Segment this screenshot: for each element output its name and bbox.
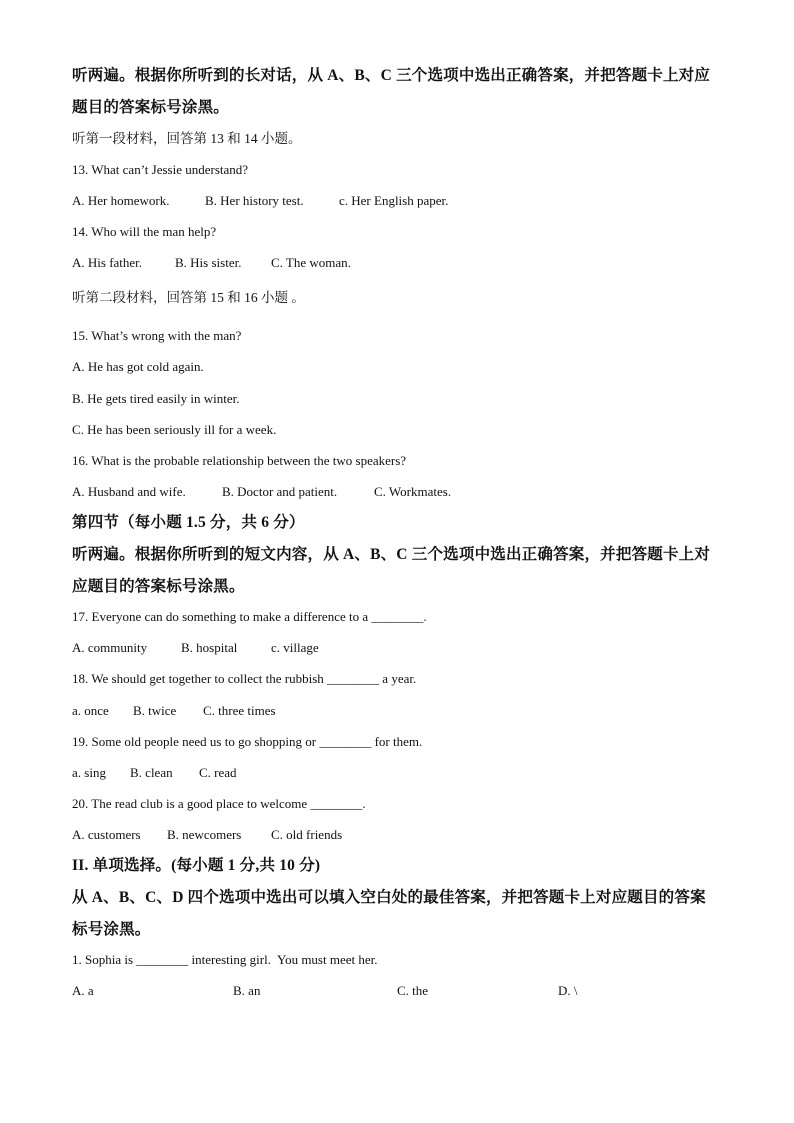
question-1-option-c: C. the	[397, 983, 429, 998]
question-1-stem: 1. Sophia is ________ interesting girl. You must meet her.	[72, 952, 378, 967]
question-15-option-b: B. He gets tired easily in winter.	[72, 391, 240, 406]
question-14-stem: 14. Who will the man help?	[72, 224, 217, 239]
part2-instruction-line1: 从 A、B、C、D 四个选项中选出可以填入空白处的最佳答案，并把答题卡上对应题目的答案	[72, 889, 706, 906]
question-14-option-b: B. His sister.	[175, 255, 242, 270]
passage2-note: 听第二段材料，回答第 15 和 16 小题 。	[72, 290, 305, 305]
question-13-option-c: c. Her English paper.	[339, 193, 449, 208]
question-18-option-a: a. once	[72, 703, 109, 718]
question-19-option-b: B. clean	[130, 765, 173, 780]
section4-instruction-line2: 应题目的答案标号涂黑。	[72, 578, 245, 595]
section3-instruction-line1: 听两遍。根据你所听到的长对话，从 A、B、C 三个选项中选出正确答案，并把答题卡上对应	[72, 67, 711, 84]
question-20-option-a: A. customers	[72, 827, 141, 842]
question-1-option-d: D. \	[558, 983, 578, 998]
question-16-option-c: C. Workmates.	[374, 484, 452, 499]
question-14-option-a: A. His father.	[72, 255, 143, 270]
question-15-stem: 15. What’s wrong with the man?	[72, 328, 242, 343]
question-17-option-b: B. hospital	[181, 640, 238, 655]
question-17-option-a: A. community	[72, 640, 148, 655]
question-13-stem: 13. What can’t Jessie understand?	[72, 162, 249, 177]
question-14-option-c: C. The woman.	[271, 255, 351, 270]
question-18-option-c: C. three times	[203, 703, 276, 718]
question-20-option-c: C. old friends	[271, 827, 343, 842]
question-19-option-a: a. sing	[72, 765, 106, 780]
part2-instruction-line2: 标号涂黑。	[72, 921, 151, 938]
question-19-stem: 19. Some old people need us to go shopping or ________ for them.	[72, 734, 423, 749]
question-18-stem: 18. We should get together to collect the rubbish ________ a year.	[72, 671, 417, 686]
question-13-option-b: B. Her history test.	[205, 193, 304, 208]
passage1-note: 听第一段材料，回答第 13 和 14 小题。	[72, 131, 302, 146]
question-18-option-b: B. twice	[133, 703, 177, 718]
part2-title: II. 单项选择。(每小题 1 分,共 10 分)	[72, 857, 321, 874]
question-13-option-a: A. Her homework.	[72, 193, 170, 208]
question-19-option-c: C. read	[199, 765, 237, 780]
question-1-option-b: B. an	[233, 983, 261, 998]
section4-title: 第四节（每小题 1.5 分，共 6 分）	[72, 514, 305, 531]
question-15-option-c: C. He has been seriously ill for a week.	[72, 422, 277, 437]
section3-instruction-line2: 题目的答案标号涂黑。	[72, 99, 230, 116]
question-16-option-a: A. Husband and wife.	[72, 484, 186, 499]
section4-instruction-line1: 听两遍。根据你所听到的短文内容，从 A、B、C 三个选项中选出正确答案，并把答题卡上对	[72, 546, 711, 563]
question-20-option-b: B. newcomers	[167, 827, 242, 842]
question-16-option-b: B. Doctor and patient.	[222, 484, 338, 499]
question-1-option-a: A. a	[72, 983, 94, 998]
question-17-stem: 17. Everyone can do something to make a difference to a ________.	[72, 609, 427, 624]
question-20-stem: 20. The read club is a good place to welcome ________.	[72, 796, 366, 811]
question-15-option-a: A. He has got cold again.	[72, 359, 204, 374]
question-16-stem: 16. What is the probable relationship between the two speakers?	[72, 453, 407, 468]
question-17-option-c: c. village	[271, 640, 319, 655]
